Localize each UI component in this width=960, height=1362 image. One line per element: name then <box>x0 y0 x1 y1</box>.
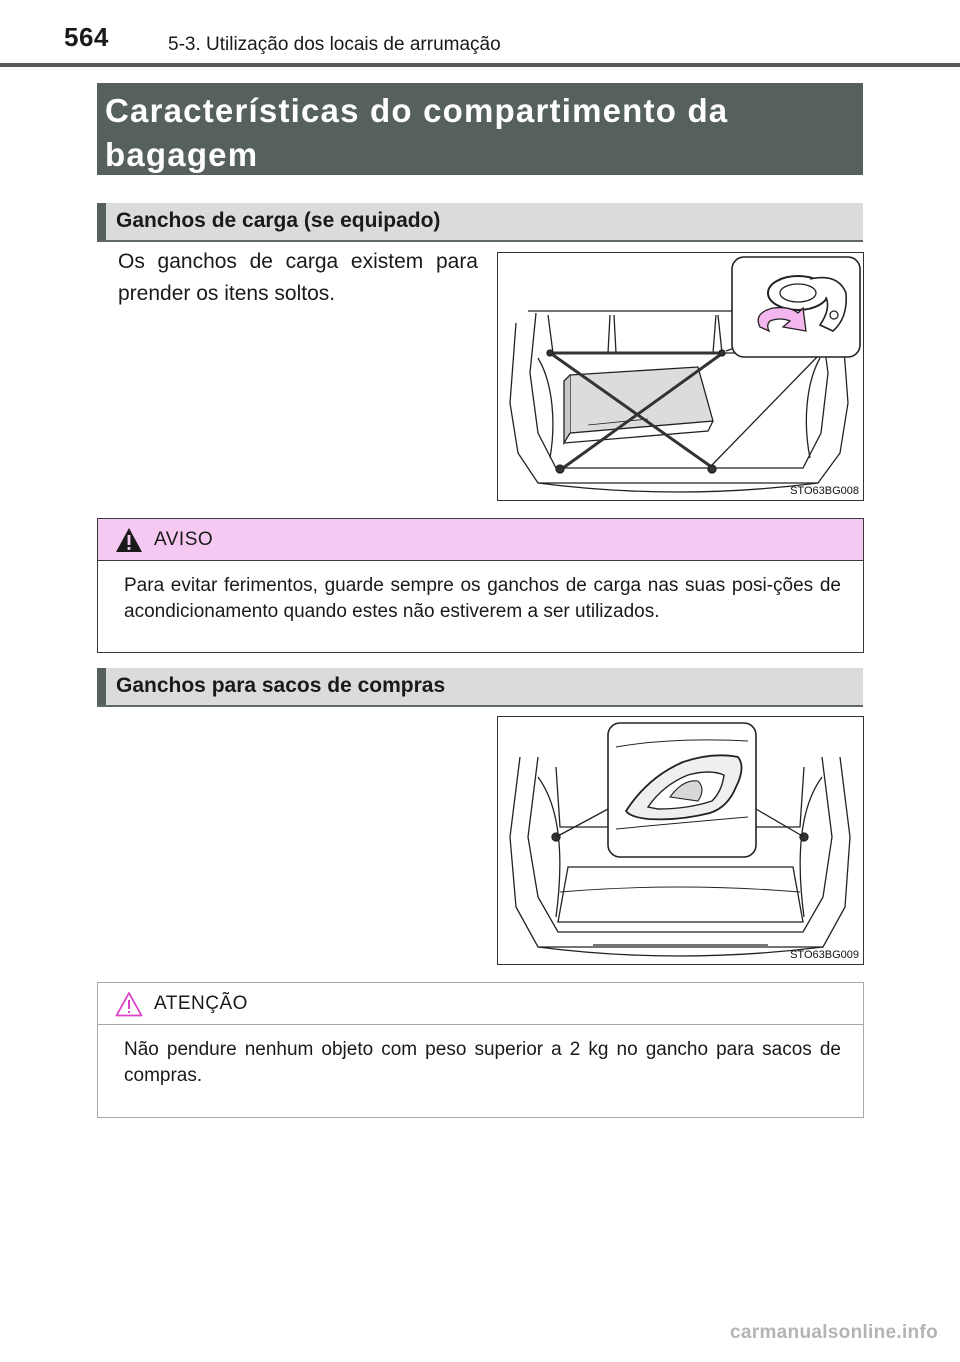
section-heading-label: Ganchos para sacos de compras <box>116 674 446 697</box>
header-rule <box>0 63 960 67</box>
warning-box-aviso <box>97 518 864 653</box>
running-header: 5-3. Utilização dos locais de arrumação <box>168 34 501 55</box>
page-title-line2: bagagem <box>105 136 259 173</box>
shopping-bag-hooks-illustration <box>497 716 864 965</box>
figure-code: STO63BG009 <box>790 949 859 961</box>
warning-header <box>98 519 863 561</box>
section-marker <box>97 668 106 705</box>
title-box <box>97 83 863 175</box>
warning-triangle-icon <box>115 527 143 553</box>
warning-text: Para evitar ferimentos, guarde sempre os ganchos de carga nas suas posi-ções de acondicionamento quando estes não estiverem a ser utilizados. <box>124 575 841 622</box>
caution-box-atencao <box>97 982 864 1118</box>
section-heading-shopping-bag-hooks <box>97 668 863 707</box>
shopping-bag-hooks-drawing <box>498 717 863 964</box>
page-title-line1: Características do compartimento da <box>105 92 729 129</box>
section-heading-label: Ganchos de carga (se equipado) <box>116 209 441 232</box>
warning-label: AVISO <box>154 529 214 550</box>
caution-triangle-icon <box>115 991 143 1017</box>
caution-text: Não pendure nenhum objeto com peso superior a 2 kg no gancho para sacos de compras. <box>124 1039 841 1086</box>
page-title <box>105 89 853 177</box>
page-number: 564 <box>64 22 109 52</box>
caution-header <box>98 983 863 1025</box>
section-marker <box>97 203 106 240</box>
cargo-hooks-description: Os ganchos de carga existem para prender os itens soltos. <box>118 250 478 305</box>
cargo-hooks-drawing <box>498 253 863 500</box>
figure-code: STO63BG008 <box>790 485 859 497</box>
caution-label: ATENÇÃO <box>154 993 248 1014</box>
cargo-hooks-illustration <box>497 252 864 501</box>
watermark-logo: carmanualsonline.info <box>730 1322 938 1343</box>
section-heading-cargo-hooks <box>97 203 863 242</box>
